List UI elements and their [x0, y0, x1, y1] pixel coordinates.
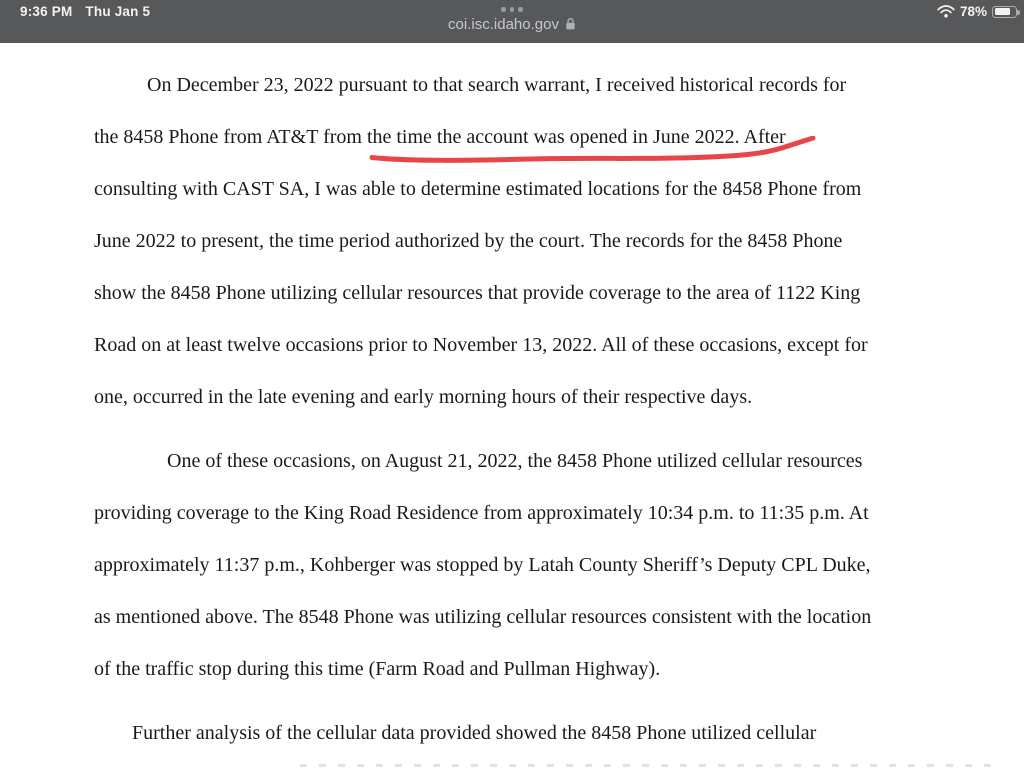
doc-line: Road on at least twelve occasions prior to November 13, 2022. All of these occasions, except for: [94, 334, 868, 356]
cutoff-next-line: [300, 764, 1000, 767]
date: Thu Jan 5: [85, 4, 151, 19]
battery-percent: 78%: [959, 4, 987, 19]
battery-icon: [992, 6, 1017, 18]
dot: [518, 7, 523, 12]
doc-line: show the 8458 Phone utilizing cellular resources that provide coverage to the area of 1122 King: [94, 282, 861, 304]
doc-line: On December 23, 2022 pursuant to that search warrant, I received historical records for: [147, 74, 847, 96]
dot: [510, 7, 515, 12]
safari-compact-header: [0, 0, 1024, 43]
battery-fill: [995, 8, 1011, 15]
multitasking-dots-icon[interactable]: [501, 7, 523, 12]
lock-icon: [565, 17, 576, 31]
battery-nub: [1017, 10, 1020, 15]
doc-line: consulting with CAST SA, I was able to determine estimated locations for the 8458 Phone from: [94, 178, 862, 200]
paragraph-3: [94, 707, 964, 759]
doc-line: of the traffic stop during this time (Farm Road and Pullman Highway).: [94, 658, 661, 680]
paragraph-2: [94, 435, 964, 695]
dot: [501, 7, 506, 12]
doc-line: as mentioned above. The 8548 Phone was utilizing cellular resources consistent with the location: [94, 606, 872, 628]
doc-line: providing coverage to the King Road Residence from approximately 10:34 p.m. to 11:35 p.m. At: [94, 502, 869, 524]
status-center-group: [0, 0, 1024, 33]
paragraph-1: [94, 59, 964, 423]
doc-line: June 2022 to present, the time period authorized by the court. The records for the 8458 Phone: [94, 230, 843, 252]
doc-line: Further analysis of the cellular data provided showed the 8458 Phone utilized cellular: [132, 722, 817, 744]
document-viewport[interactable]: [0, 43, 1024, 768]
url-text: coi.isc.idaho.gov: [448, 15, 559, 33]
doc-line: one, occurred in the late evening and early morning hours of their respective days.: [94, 386, 753, 408]
status-right-group: [937, 4, 1017, 19]
doc-line: One of these occasions, on August 21, 2022, the 8458 Phone utilized cellular resources: [167, 450, 863, 472]
wifi-icon: [937, 5, 955, 18]
doc-line: the 8458 Phone from AT&T from the time the account was opened in June 2022. After: [94, 126, 786, 148]
address-bar[interactable]: [448, 16, 576, 33]
clock: 9:36 PM: [20, 4, 73, 19]
doc-line: approximately 11:37 p.m., Kohberger was stopped by Latah County Sheriff’s Deputy CPL Duke,: [94, 554, 871, 576]
